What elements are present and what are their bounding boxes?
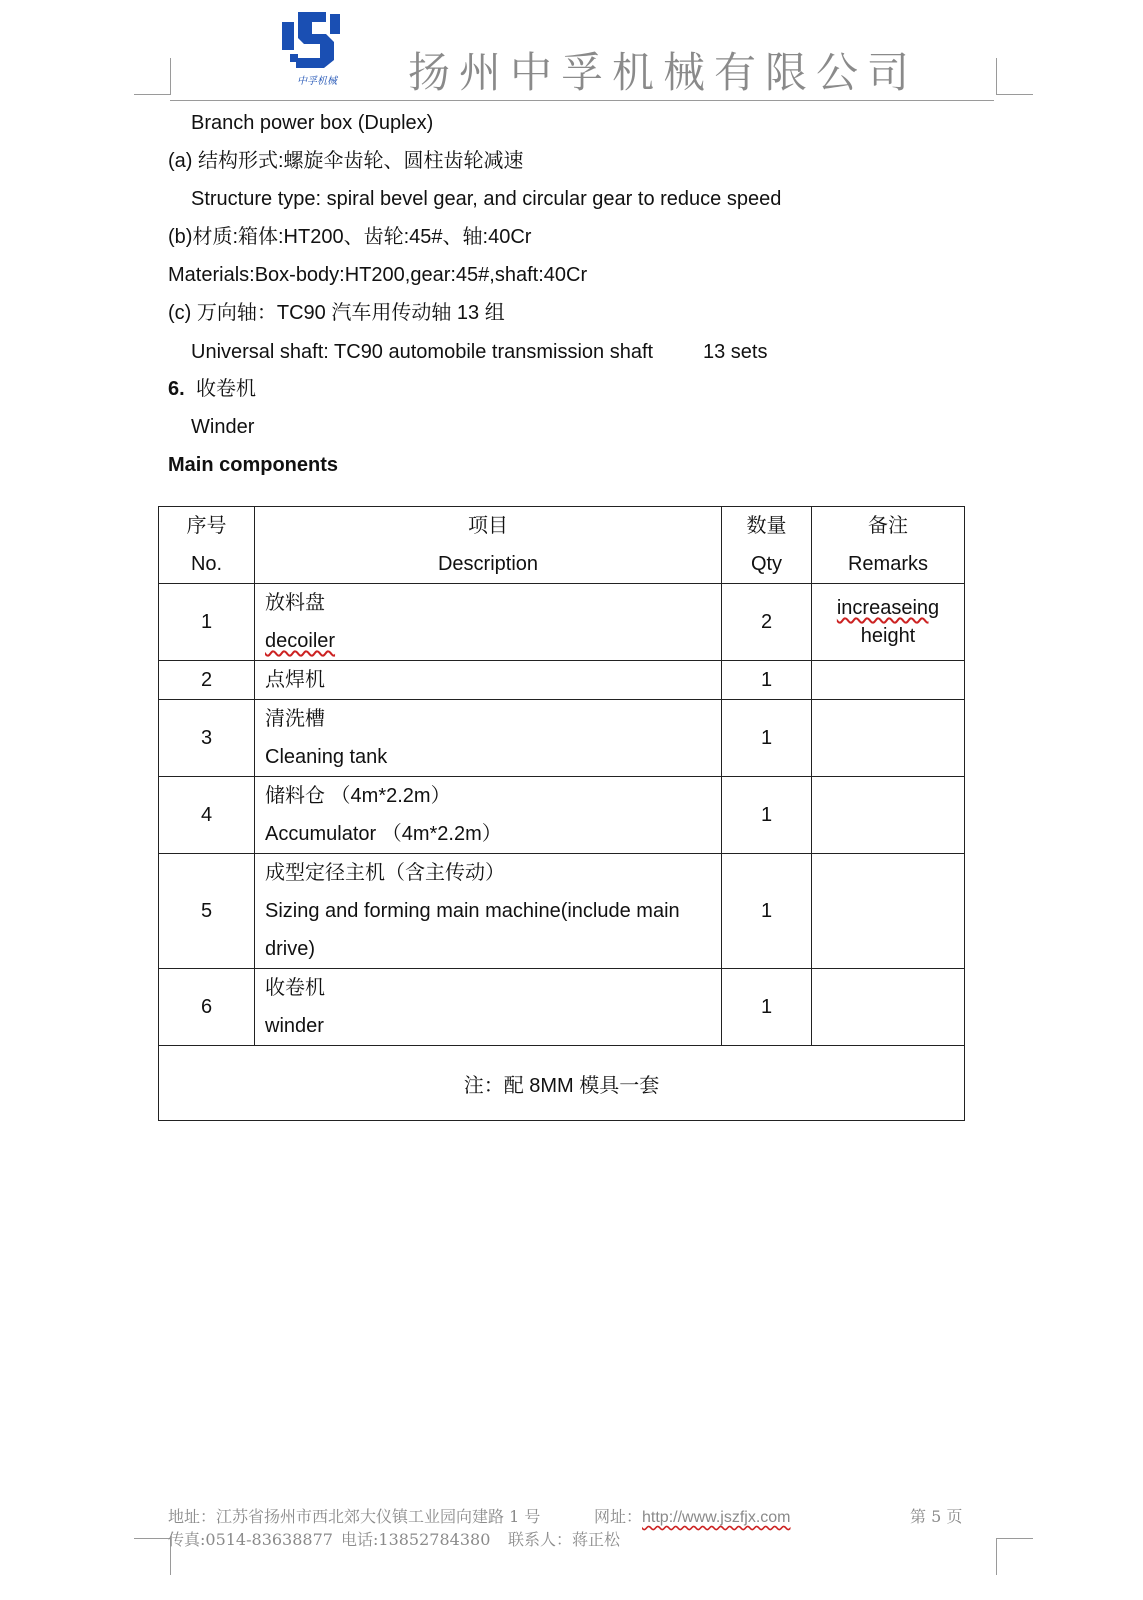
header-desc-cn: 项目 — [468, 515, 508, 537]
header-qty-cn: 数量 — [746, 515, 787, 537]
main-components-heading: Main components — [168, 454, 339, 476]
row-qty: 1 — [722, 969, 812, 1046]
row-qty: 1 — [722, 700, 812, 777]
footer-phone: 电话:13852784380 — [341, 1530, 491, 1549]
row-qty: 1 — [722, 661, 812, 700]
row-desc-en: decoiler — [265, 630, 336, 652]
header-no — [159, 507, 255, 584]
text-branch-power-box: Branch power box (Duplex) — [191, 112, 434, 134]
footer-fax: 传真:0514-83638877 — [168, 1530, 333, 1549]
row-desc-en: Accumulator （4m*2.2m） — [265, 823, 502, 845]
header-qty-en: Qty — [750, 553, 783, 575]
header-remarks — [812, 507, 965, 584]
table-row — [159, 584, 965, 661]
row-no: 6 — [159, 969, 255, 1046]
row-description — [255, 661, 722, 700]
row-remarks — [812, 854, 965, 969]
header-qty — [722, 507, 812, 584]
row-remarks — [812, 700, 965, 777]
table-header-row — [159, 507, 965, 584]
row-desc-cn: 收卷机 — [265, 977, 325, 999]
text-material-cn: (b)材质:箱体:HT200、齿轮:45#、轴:40Cr — [168, 226, 532, 248]
footer-address: 地址：江苏省扬州市西北郊大仪镇工业园向建路 1 号 — [168, 1507, 541, 1526]
table-row — [159, 777, 965, 854]
header-description — [255, 507, 722, 584]
row-desc-en: winder — [265, 1015, 324, 1037]
row-remarks — [812, 584, 965, 661]
row-description — [255, 777, 722, 854]
row-qty: 1 — [722, 777, 812, 854]
company-name: 扬州中孚机械有限公司 — [408, 48, 919, 97]
row-description — [255, 854, 722, 969]
footer-page-number: 第 5 页 — [910, 1507, 963, 1526]
table-note: 注：配 8MM 模具一套 — [159, 1046, 965, 1121]
row-desc-cn: 成型定径主机（含主传动） — [265, 862, 505, 884]
row-no: 5 — [159, 854, 255, 969]
text-structure-cn: (a) 结构形式:螺旋伞齿轮、圆柱齿轮减速 — [168, 150, 524, 172]
text-material-en: Materials:Box-body:HT200,gear:45#,shaft:40Cr — [168, 264, 588, 286]
row-no: 4 — [159, 777, 255, 854]
crop-mark-top-left — [134, 58, 171, 95]
company-logo — [282, 12, 352, 88]
row-qty: 2 — [722, 584, 812, 661]
text-shaft-cn: (c) 万向轴：TC90 汽车用传动轴 13 组 — [168, 302, 505, 324]
header-rule — [170, 100, 994, 101]
row-remark-line2: height — [860, 625, 916, 647]
logo-text: 中孚机械 — [297, 76, 337, 87]
row-desc-cn: 放料盘 — [265, 592, 325, 614]
header-no-cn: 序号 — [186, 515, 227, 537]
table-row — [159, 854, 965, 969]
table-note-row — [159, 1046, 965, 1121]
section-title-cn: 收卷机 — [196, 378, 256, 400]
row-desc-en-cont: drive) — [265, 938, 316, 960]
footer-website-label: 网址： — [594, 1507, 643, 1526]
footer-contact: 联系人：蒋正松 — [508, 1530, 621, 1549]
table-row — [159, 661, 965, 700]
table-row — [159, 700, 965, 777]
header-rem-en: Remarks — [847, 553, 928, 575]
row-description — [255, 700, 722, 777]
crop-mark-bottom-right — [996, 1538, 1033, 1575]
text-shaft-en: Universal shaft: TC90 automobile transmission shaft — [191, 341, 654, 363]
logo-mark-icon — [282, 12, 352, 70]
row-remark-line1: increaseing — [836, 597, 940, 619]
footer-website-link[interactable]: http://www.jszfjx.com — [642, 1509, 791, 1526]
text-structure-en: Structure type: spiral bevel gear, and circular gear to reduce speed — [191, 188, 782, 210]
crop-mark-bottom-left — [134, 1538, 171, 1575]
row-remarks — [812, 777, 965, 854]
crop-mark-top-right — [996, 58, 1033, 95]
header-rem-cn: 备注 — [868, 515, 908, 537]
footer-website — [594, 1504, 791, 1527]
text-shaft-sets: 13 sets — [703, 341, 768, 363]
row-description — [255, 584, 722, 661]
section-title-en: Winder — [191, 416, 255, 438]
table-row — [159, 969, 965, 1046]
row-remarks — [812, 661, 965, 700]
row-qty: 1 — [722, 854, 812, 969]
row-no: 1 — [159, 584, 255, 661]
section-number: 6. — [168, 378, 185, 400]
row-desc-en: Sizing and forming main machine(include main — [265, 900, 680, 922]
row-description — [255, 969, 722, 1046]
row-desc-cn: 点焊机 — [265, 669, 325, 691]
row-no: 2 — [159, 661, 255, 700]
row-desc-en: Cleaning tank — [265, 746, 388, 768]
row-remarks — [812, 969, 965, 1046]
row-desc-cn: 清洗槽 — [265, 708, 325, 730]
header-desc-en: Description — [437, 553, 539, 575]
components-table — [158, 506, 965, 1121]
header-no-en: No. — [190, 553, 223, 575]
row-desc-cn: 储料仓 （4m*2.2m） — [265, 785, 451, 807]
row-no: 3 — [159, 700, 255, 777]
